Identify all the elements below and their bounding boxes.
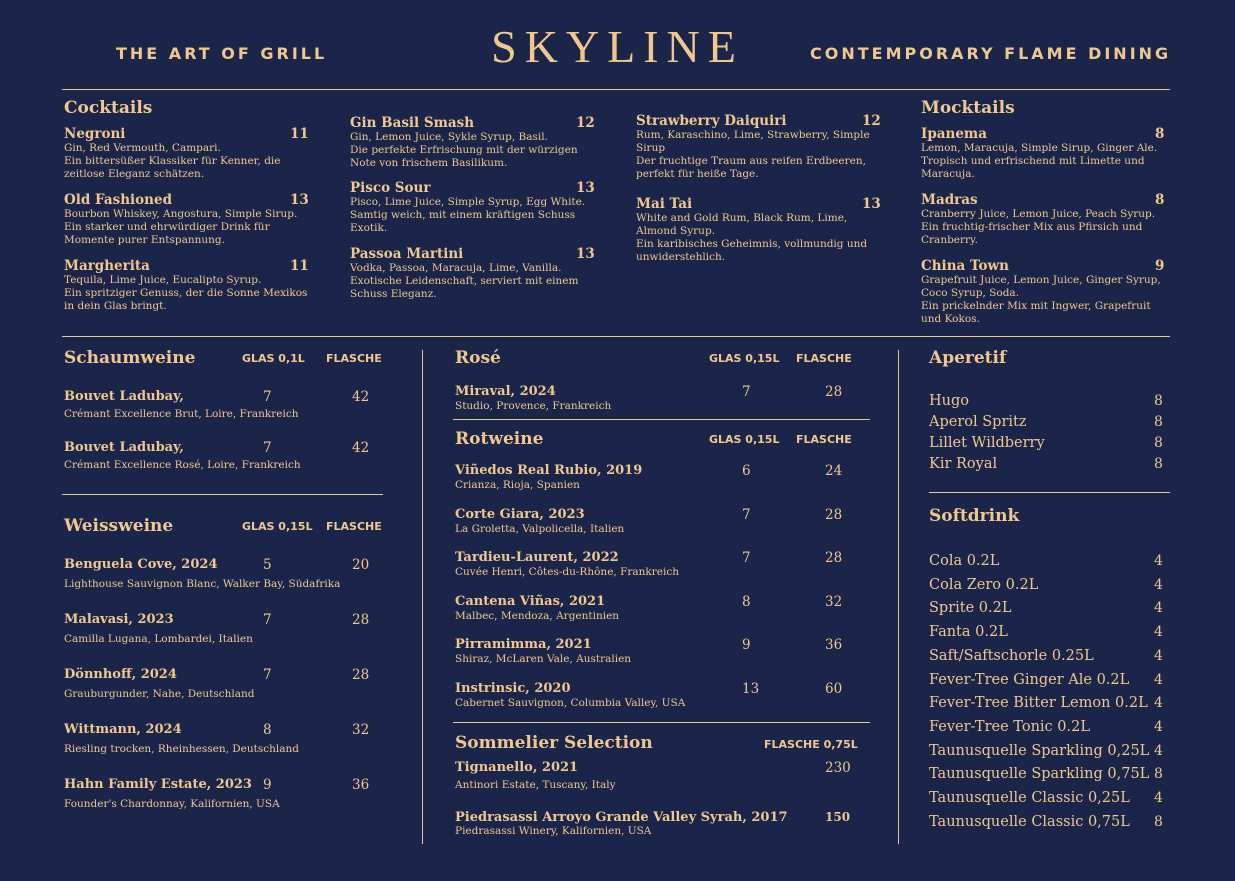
softdrink-price: 4 <box>1154 790 1163 806</box>
price-flasche: 32 <box>352 722 370 738</box>
cocktail-item <box>64 192 309 247</box>
wine-name: Piedrasassi Arroyo Grande Valley Syrah, 2017 <box>455 810 788 825</box>
price-flasche: 150 <box>825 810 851 824</box>
wine-desc: Crianza, Rioja, Spanien <box>455 479 580 491</box>
price-flasche: 28 <box>825 506 843 523</box>
softdrink-price: 4 <box>1154 695 1163 712</box>
price-flasche: 36 <box>825 637 843 653</box>
mocktail-name: China Town <box>921 258 1009 274</box>
wine-desc: Camilla Lugana, Lombardei, Italien <box>64 633 253 645</box>
wine-name: Benguela Cove, 2024 <box>64 557 218 572</box>
cocktail-item <box>350 115 595 170</box>
price-glas: 8 <box>742 593 751 610</box>
wine-desc: Founder's Chardonnay, Kalifornien, USA <box>64 798 280 810</box>
cocktail-item <box>350 246 595 301</box>
mocktail-name: Ipanema <box>921 126 987 142</box>
price-glas: 7 <box>263 667 272 683</box>
softdrink-name: Fever-Tree Bitter Lemon 0.2L <box>929 695 1148 712</box>
cocktail-desc: Gin, Red Vermouth, Campari. Ein bittersüßer Klassiker für Kenner, die zeitlose Eleganz schätzen. <box>64 142 281 180</box>
mocktail-item <box>921 192 1163 247</box>
section-title-rose: Rosé <box>455 348 501 368</box>
softdrink-name: Taunusquelle Classic 0,75L <box>929 813 1130 830</box>
price-flasche: 28 <box>825 550 843 566</box>
cocktail-name: Negroni <box>64 126 126 142</box>
cocktail-item <box>64 258 309 313</box>
softdrink-name: Taunusquelle Classic 0,25L <box>929 790 1130 806</box>
cocktail-price: 13 <box>576 246 595 262</box>
wine-name: Instrinsic, 2020 <box>455 680 571 696</box>
wine-desc: Cuvée Henri, Côtes-du-Rhône, Frankreich <box>455 566 680 578</box>
column-header-glas: GLAS 0,15L <box>709 433 780 446</box>
cocktail-price: 12 <box>862 113 881 129</box>
aperetif-name: Kir Royal <box>929 456 998 472</box>
softdrink-name: Cola 0.2L <box>929 553 1000 569</box>
price-flasche: 42 <box>352 389 370 405</box>
wine-name: Malavasi, 2023 <box>64 612 174 627</box>
softdrink-name: Taunusquelle Sparkling 0,75L <box>929 766 1150 783</box>
cocktail-price: 11 <box>290 126 309 142</box>
column-header-glas: GLAS 0,1L <box>242 352 305 365</box>
price-glas: 13 <box>742 680 760 697</box>
section-title-schaumweine: Schaumweine <box>64 348 196 368</box>
wine-name: Dönnhoff, 2024 <box>64 667 177 682</box>
wine-name: Tardieu-Laurent, 2022 <box>455 550 619 565</box>
cocktail-item <box>64 126 309 181</box>
price-flasche: 60 <box>825 680 843 697</box>
wine-desc: Antinori Estate, Tuscany, Italy <box>455 779 616 791</box>
mocktail-price: 9 <box>1155 258 1165 274</box>
mocktail-name: Madras <box>921 192 978 208</box>
mocktail-price: 8 <box>1155 192 1165 208</box>
cocktail-price: 12 <box>576 115 595 131</box>
price-glas: 8 <box>263 722 272 738</box>
aperetif-price: 8 <box>1154 435 1163 451</box>
cocktail-item <box>636 113 881 181</box>
wine-desc: Shiraz, McLaren Vale, Australien <box>455 653 632 665</box>
wine-name: Miraval, 2024 <box>455 384 556 399</box>
softdrink-name: Fever-Tree Tonic 0.2L <box>929 718 1090 735</box>
cocktail-price: 11 <box>290 258 309 274</box>
wine-desc: Studio, Provence, Frankreich <box>455 400 612 412</box>
cocktail-price: 13 <box>576 180 595 196</box>
wine-desc: Grauburgunder, Nahe, Deutschland <box>64 688 255 700</box>
softdrink-name: Sprite 0.2L <box>929 600 1012 617</box>
price-glas: 9 <box>263 777 272 793</box>
price-glas: 7 <box>263 612 272 628</box>
wine-name: Bouvet Ladubay, <box>64 440 184 455</box>
price-glas: 7 <box>742 550 751 566</box>
divider <box>453 419 870 420</box>
price-glas: 7 <box>742 384 751 400</box>
softdrink-price: 4 <box>1154 671 1163 688</box>
wine-name: Corte Giara, 2023 <box>455 506 585 522</box>
price-flasche: 20 <box>352 557 370 573</box>
wine-desc: Riesling trocken, Rheinhessen, Deutschland <box>64 743 300 755</box>
aperetif-name: Aperol Spritz <box>929 414 1027 430</box>
aperetif-price: 8 <box>1154 414 1163 430</box>
divider <box>929 492 1170 493</box>
wine-desc: Cabernet Sauvignon, Columbia Valley, USA <box>455 696 686 709</box>
cocktail-price: 13 <box>862 196 881 212</box>
column-divider <box>422 350 423 844</box>
mocktail-item <box>921 126 1163 181</box>
softdrink-price: 8 <box>1154 766 1163 783</box>
softdrink-price: 4 <box>1154 553 1163 569</box>
price-flasche: 28 <box>352 612 370 628</box>
wine-desc: Malbec, Mendoza, Argentinien <box>455 609 620 622</box>
price-glas: 7 <box>263 440 272 456</box>
column-header-glas: GLAS 0,15L <box>242 520 313 533</box>
divider <box>62 494 383 495</box>
section-title-rotweine: Rotweine <box>455 429 544 449</box>
cocktail-name: Margherita <box>64 258 150 274</box>
price-glas: 9 <box>742 637 751 653</box>
wine-name: Bouvet Ladubay, <box>64 389 184 404</box>
cocktail-item <box>350 180 595 235</box>
cocktail-desc: Bourbon Whiskey, Angostura, Simple Sirup. Ein starker und ehrwürdiger Drink für Momente purer Entspannung. <box>64 208 298 246</box>
price-glas: 7 <box>263 389 272 405</box>
divider <box>62 89 1170 90</box>
header-tagline-left: THE ART OF GRILL <box>116 44 328 63</box>
column-header-glas: GLAS 0,15L <box>709 352 780 365</box>
wine-desc: Piedrasassi Winery, Kalifornien, USA <box>455 825 652 837</box>
column-header-flasche: FLASCHE <box>796 352 852 365</box>
cocktail-price: 13 <box>290 192 309 208</box>
wine-name: Wittmann, 2024 <box>64 722 182 737</box>
cocktail-desc: White and Gold Rum, Black Rum, Lime, Almond Syrup. Ein karibisches Geheimnis, vollmundig und unwiderstehlich. <box>636 212 868 263</box>
cocktail-name: Mai Tai <box>636 196 693 212</box>
wine-name: Hahn Family Estate, 2023 <box>64 777 252 792</box>
mocktail-desc: Cranberry Juice, Lemon Juice, Peach Syrup. Ein fruchtig-frischer Mix aus Pfirsich und Cranberry. <box>921 208 1156 246</box>
wine-name: Pirramimma, 2021 <box>455 637 592 652</box>
price-glas: 7 <box>742 506 751 523</box>
wine-desc: Crémant Excellence Brut, Loire, Frankreich <box>64 408 299 420</box>
mocktail-desc: Grapefruit Juice, Lemon Juice, Ginger Syrup, Coco Syrup, Soda. Ein prickelnder Mix mit Ingwer, Grapefruit und Kokos. <box>921 274 1161 325</box>
wine-desc: La Groletta, Valpolicella, Italien <box>455 522 625 535</box>
aperetif-price: 8 <box>1154 456 1163 472</box>
softdrink-name: Saft/Saftschorle 0.25L <box>929 647 1094 664</box>
softdrink-name: Taunusquelle Sparkling 0,25L <box>929 742 1150 759</box>
section-title-mocktails: Mocktails <box>921 98 1015 118</box>
mocktail-item <box>921 258 1163 326</box>
softdrink-name: Cola Zero 0.2L <box>929 576 1039 593</box>
cocktail-name: Gin Basil Smash <box>350 115 475 131</box>
section-title-softdrink: Softdrink <box>929 506 1020 526</box>
mocktail-price: 8 <box>1155 126 1165 142</box>
wine-desc: Lighthouse Sauvignon Blanc, Walker Bay, Südafrika <box>64 578 341 590</box>
cocktail-name: Pisco Sour <box>350 180 431 196</box>
softdrink-name: Fever-Tree Ginger Ale 0.2L <box>929 671 1130 688</box>
cocktail-desc: Gin, Lemon Juice, Sykle Syrup, Basil. Die perfekte Erfrischung mit der würzigen Note von frischem Basilikum. <box>350 131 578 169</box>
column-header-flasche: FLASCHE <box>796 433 852 446</box>
price-flasche: 24 <box>825 463 843 479</box>
softdrink-price: 4 <box>1154 647 1163 664</box>
brand-logo: SKYLINE <box>491 21 744 72</box>
price-flasche: 28 <box>825 384 843 400</box>
divider <box>62 336 1170 337</box>
header-tagline-right: CONTEMPORARY FLAME DINING <box>810 44 1172 63</box>
section-title-cocktails: Cocktails <box>64 98 153 118</box>
aperetif-name: Lillet Wildberry <box>929 435 1045 451</box>
cocktail-desc: Vodka, Passoa, Maracuja, Lime, Vanilla. Exotische Leidenschaft, serviert mit einem Schuss Eleganz. <box>350 262 579 300</box>
price-flasche: 42 <box>352 440 370 456</box>
softdrink-price: 4 <box>1154 624 1163 641</box>
cocktail-name: Strawberry Daiquiri <box>636 113 787 129</box>
section-title-weissweine: Weissweine <box>64 516 174 536</box>
price-flasche: 36 <box>352 777 370 793</box>
wine-name: Cantena Viñas, 2021 <box>455 593 606 609</box>
aperetif-name: Hugo <box>929 393 969 409</box>
softdrink-name: Fanta 0.2L <box>929 624 1008 641</box>
divider <box>453 722 870 723</box>
softdrink-price: 4 <box>1154 742 1163 759</box>
wine-name: Viñedos Real Rubio, 2019 <box>455 463 643 478</box>
aperetif-price: 8 <box>1154 393 1163 409</box>
price-glas: 5 <box>263 557 272 573</box>
column-header-flasche: FLASCHE <box>326 352 382 365</box>
cocktail-item <box>636 196 881 264</box>
cocktail-desc: Pisco, Lime Juice, Simple Syrup, Egg White. Samtig weich, mit einem kräftigen Schuss Exotik. <box>350 196 586 234</box>
column-divider <box>898 350 899 844</box>
cocktail-name: Old Fashioned <box>64 192 173 208</box>
cocktail-desc: Tequila, Lime Juice, Eucalipto Syrup. Ein spritziger Genuss, der die Sonne Mexikos in dein Glas bringt. <box>64 274 308 312</box>
cocktail-desc: Rum, Karaschino, Lime, Strawberry, Simple Sirup Der fruchtige Traum aus reifen Erdbeeren, perfekt für heiße Tage. <box>636 129 870 180</box>
softdrink-price: 8 <box>1154 813 1163 830</box>
section-title-sommelier: Sommelier Selection <box>455 733 653 753</box>
wine-desc: Crémant Excellence Rosé, Loire, Frankreich <box>64 459 301 471</box>
softdrink-price: 4 <box>1154 576 1163 593</box>
price-glas: 6 <box>742 463 751 479</box>
price-flasche: 28 <box>352 667 370 683</box>
price-flasche: 32 <box>825 593 843 610</box>
softdrink-price: 4 <box>1154 600 1163 617</box>
section-title-aperetif: Aperetif <box>929 348 1007 368</box>
mocktail-desc: Lemon, Maracuja, Simple Sirup, Ginger Ale. Tropisch und erfrischend mit Limette und Maracuja. <box>921 142 1158 180</box>
column-header-flasche: FLASCHE <box>326 520 382 533</box>
price-flasche: 230 <box>825 760 851 776</box>
cocktail-name: Passoa Martini <box>350 246 464 262</box>
column-header-flasche: FLASCHE 0,75L <box>764 738 858 751</box>
softdrink-price: 4 <box>1154 718 1163 735</box>
wine-name: Tignanello, 2021 <box>455 760 579 775</box>
